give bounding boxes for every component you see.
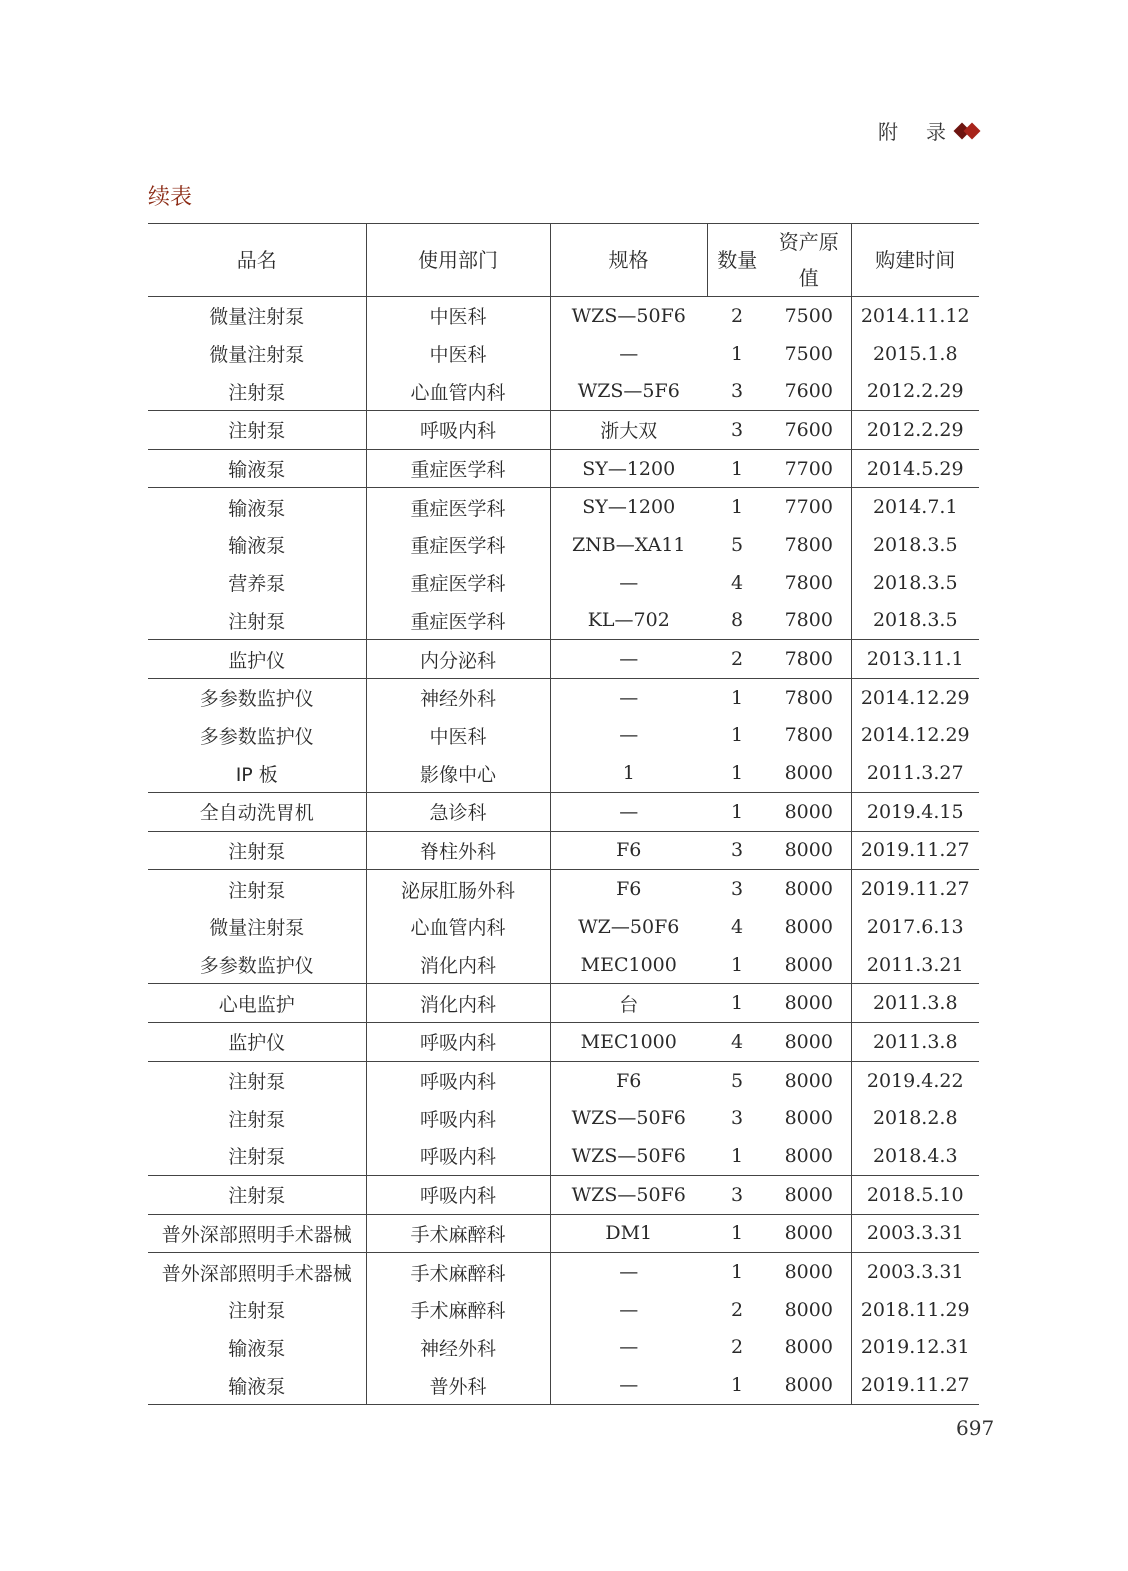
cell-quantity: 3 xyxy=(707,372,767,410)
cell-date: 2018.3.5 xyxy=(851,602,979,640)
cell-department: 心血管内科 xyxy=(366,908,550,946)
cell-name: 注射泵 xyxy=(228,1300,286,1323)
cell-spec: 1 xyxy=(550,754,707,792)
cell-name: 输液泵 xyxy=(228,1337,286,1360)
cell-value: 8000 xyxy=(767,1023,851,1062)
cell-spec: — xyxy=(550,640,707,679)
cell-value: 7500 xyxy=(784,342,833,365)
cell-spec: MEC1000 xyxy=(550,1023,707,1062)
cell-value: 8000 xyxy=(784,1107,833,1130)
cell-spec: 台 xyxy=(550,984,707,1023)
table-row xyxy=(148,1329,979,1367)
cell-quantity: 1 xyxy=(730,496,744,519)
cell-department: 中医科 xyxy=(366,335,550,373)
cell-spec: F6 xyxy=(550,1061,707,1099)
cell-quantity: 4 xyxy=(730,571,744,594)
cell-value: 7800 xyxy=(767,602,851,640)
cell-name: 全自动洗胃机 xyxy=(148,792,366,831)
column-header-department: 使用部门 xyxy=(366,224,550,297)
cell-value: 7800 xyxy=(767,640,851,679)
cell-value: 8000 xyxy=(784,1069,833,1092)
cell-name: 微量注射泵 xyxy=(209,306,305,329)
cell-spec: — xyxy=(550,1366,707,1404)
cell-date: 2012.2.29 xyxy=(851,411,979,450)
cell-name: 注射泵 xyxy=(228,1071,286,1094)
cell-spec: — xyxy=(550,1253,707,1291)
cell-date: 2018.2.8 xyxy=(851,1099,979,1137)
cell-date: 2012.2.29 xyxy=(851,372,979,410)
cell-date: 2011.3.21 xyxy=(851,946,979,984)
table-row xyxy=(148,1253,979,1291)
cell-value: 8000 xyxy=(767,831,851,870)
cell-name: 多参数监护仪 xyxy=(148,946,366,984)
column-header-value xyxy=(767,224,851,297)
cell-spec: SY—1200 xyxy=(550,449,707,488)
cell-value: 7800 xyxy=(784,533,833,556)
cell-spec: WZS—50F6 xyxy=(550,1175,707,1214)
cell-date: 2011.3.27 xyxy=(851,754,979,792)
table-row xyxy=(148,870,979,908)
cell-quantity: 2 xyxy=(730,1298,744,1321)
cell-value: 8000 xyxy=(784,1261,833,1284)
cell-department: 消化内科 xyxy=(366,946,550,984)
cell-value: 7500 xyxy=(784,304,833,327)
cell-name: 微量注射泵 xyxy=(209,344,305,367)
cell-name: 心电监护 xyxy=(148,984,366,1023)
cell-name: 注射泵 xyxy=(228,879,286,902)
cell-spec: WZS—50F6 xyxy=(550,1099,707,1137)
cell-name: 注射泵 xyxy=(148,602,366,640)
cell-date: 2019.4.15 xyxy=(851,792,979,831)
column-header-date: 购建时间 xyxy=(851,224,979,297)
cell-name: 监护仪 xyxy=(148,1023,366,1062)
cell-spec: 浙大双 xyxy=(550,411,707,450)
cell-spec: F6 xyxy=(550,870,707,908)
cell-department: 中医科 xyxy=(366,717,550,755)
table-row xyxy=(148,1366,979,1404)
cell-quantity: 1 xyxy=(707,1214,767,1253)
cell-department: 呼吸内科 xyxy=(366,1137,550,1175)
cell-department: 手术麻醉科 xyxy=(366,1214,550,1253)
cell-value: 8000 xyxy=(784,915,833,938)
cell-spec: WZS—50F6 xyxy=(550,297,707,335)
cell-quantity: 2 xyxy=(730,1336,744,1359)
cell-name: 输液泵 xyxy=(148,1366,366,1404)
cell-department: 消化内科 xyxy=(366,984,550,1023)
cell-quantity: 5 xyxy=(730,1069,744,1092)
cell-name: 注射泵 xyxy=(148,831,366,870)
table-row xyxy=(148,411,979,450)
table-row xyxy=(148,908,979,946)
cell-spec: ZNB—XA11 xyxy=(550,526,707,564)
cell-quantity: 3 xyxy=(730,878,744,901)
cell-value: 8000 xyxy=(784,878,833,901)
cell-value: 7600 xyxy=(767,372,851,410)
cell-quantity: 1 xyxy=(707,449,767,488)
cell-department: 中医科 xyxy=(366,297,550,335)
cell-spec: — xyxy=(550,678,707,716)
equipment-table xyxy=(148,223,979,1405)
table-row xyxy=(148,640,979,679)
table-row xyxy=(148,831,979,870)
cell-quantity: 3 xyxy=(707,1175,767,1214)
cell-department: 重症医学科 xyxy=(366,602,550,640)
cell-quantity: 3 xyxy=(730,1107,744,1130)
cell-date: 2018.4.3 xyxy=(851,1137,979,1175)
table-row xyxy=(148,372,979,410)
cell-name: 多参数监护仪 xyxy=(199,725,314,748)
cell-value: 8000 xyxy=(767,1175,851,1214)
cell-date: 2014.12.29 xyxy=(851,717,979,755)
cell-date: 2011.3.8 xyxy=(851,1023,979,1062)
cell-date: 2013.11.1 xyxy=(851,640,979,679)
cell-department: 重症医学科 xyxy=(366,564,550,602)
cell-quantity: 1 xyxy=(730,1261,744,1284)
cell-date: 2018.5.10 xyxy=(851,1175,979,1214)
cell-spec: WZS—50F6 xyxy=(550,1137,707,1175)
cell-quantity: 1 xyxy=(707,946,767,984)
table-continued-title: 续表 xyxy=(148,185,193,210)
cell-name: 普外深部照明手术器械 xyxy=(161,1262,352,1285)
cell-department: 普外科 xyxy=(366,1366,550,1404)
table-row xyxy=(148,526,979,564)
cell-value: 8000 xyxy=(767,792,851,831)
table-row xyxy=(148,1175,979,1214)
cell-quantity: 8 xyxy=(707,602,767,640)
cell-quantity: 3 xyxy=(707,411,767,450)
cell-department: 神经外科 xyxy=(366,678,550,716)
cell-date: 2019.11.27 xyxy=(851,1366,979,1404)
cell-department: 重症医学科 xyxy=(366,488,550,526)
cell-quantity: 1 xyxy=(730,724,744,747)
cell-quantity: 1 xyxy=(730,342,744,365)
cell-quantity: 1 xyxy=(707,754,767,792)
table-row xyxy=(148,1099,979,1137)
running-header xyxy=(878,116,982,145)
cell-quantity: 3 xyxy=(707,831,767,870)
cell-value: 7800 xyxy=(784,686,833,709)
cell-spec: WZ—50F6 xyxy=(550,908,707,946)
table-row xyxy=(148,792,979,831)
cell-spec: WZS—5F6 xyxy=(550,372,707,410)
cell-date: 2019.4.22 xyxy=(851,1061,979,1099)
table-row xyxy=(148,449,979,488)
cell-quantity: 4 xyxy=(707,1023,767,1062)
cell-department: 重症医学科 xyxy=(366,526,550,564)
table-row xyxy=(148,1291,979,1329)
cell-department: 呼吸内科 xyxy=(366,1023,550,1062)
cell-department: 心血管内科 xyxy=(366,372,550,410)
header-section-label: 附 录 xyxy=(878,120,950,144)
column-header-name: 品名 xyxy=(148,224,366,297)
table-row xyxy=(148,1137,979,1175)
cell-value: 8000 xyxy=(767,946,851,984)
cell-spec: DM1 xyxy=(550,1214,707,1253)
cell-value: 8000 xyxy=(767,984,851,1023)
cell-department: 神经外科 xyxy=(366,1329,550,1367)
table-row xyxy=(148,1023,979,1062)
cell-value: 8000 xyxy=(767,1214,851,1253)
cell-date: 2018.3.5 xyxy=(851,526,979,564)
cell-value: 8000 xyxy=(767,1137,851,1175)
cell-value: 8000 xyxy=(784,1298,833,1321)
cell-spec: — xyxy=(550,717,707,755)
cell-name: 监护仪 xyxy=(148,640,366,679)
cell-spec: F6 xyxy=(550,831,707,870)
cell-value: 7700 xyxy=(767,449,851,488)
cell-quantity: 1 xyxy=(707,792,767,831)
cell-date: 2011.3.8 xyxy=(851,984,979,1023)
cell-date: 2019.11.27 xyxy=(851,831,979,870)
cell-name: 注射泵 xyxy=(148,372,366,410)
cell-name: 营养泵 xyxy=(228,573,286,596)
cell-name: 注射泵 xyxy=(148,1175,366,1214)
cell-quantity: 1 xyxy=(707,984,767,1023)
table-row xyxy=(148,678,979,716)
cell-spec: — xyxy=(550,564,707,602)
cell-date: 2019.11.27 xyxy=(851,870,979,908)
cell-name: 输液泵 xyxy=(148,449,366,488)
cell-department: 呼吸内科 xyxy=(366,1175,550,1214)
table-row xyxy=(148,564,979,602)
column-header-quantity: 数量 xyxy=(707,224,767,297)
cell-date: 2003.3.31 xyxy=(851,1253,979,1291)
cell-name: 多参数监护仪 xyxy=(199,688,314,711)
cell-name: 输液泵 xyxy=(228,535,286,558)
cell-department: 急诊科 xyxy=(366,792,550,831)
cell-date: 2018.3.5 xyxy=(851,564,979,602)
cell-department: 泌尿肛肠外科 xyxy=(366,870,550,908)
cell-name: 注射泵 xyxy=(148,411,366,450)
cell-date: 2019.12.31 xyxy=(851,1329,979,1367)
table-row xyxy=(148,984,979,1023)
cell-value: 8000 xyxy=(767,754,851,792)
cell-date: 2017.6.13 xyxy=(851,908,979,946)
cell-date: 2003.3.31 xyxy=(851,1214,979,1253)
cell-spec: — xyxy=(550,335,707,373)
cell-name: 注射泵 xyxy=(148,1137,366,1175)
table-row xyxy=(148,297,979,335)
cell-quantity: 1 xyxy=(730,686,744,709)
cell-department: 呼吸内科 xyxy=(366,1099,550,1137)
table-row xyxy=(148,488,979,526)
cell-quantity: 2 xyxy=(730,304,744,327)
cell-name: 微量注射泵 xyxy=(209,917,305,940)
cell-quantity: 5 xyxy=(730,533,744,556)
cell-name: IP 板 xyxy=(148,754,366,792)
cell-spec: — xyxy=(550,792,707,831)
cell-date: 2014.7.1 xyxy=(851,488,979,526)
cell-value: 7800 xyxy=(784,724,833,747)
cell-department: 内分泌科 xyxy=(366,640,550,679)
cell-value: 7700 xyxy=(784,496,833,519)
table-row xyxy=(148,946,979,984)
table-row xyxy=(148,602,979,640)
diamond-ornament-icon xyxy=(956,123,982,139)
cell-date: 2018.11.29 xyxy=(851,1291,979,1329)
cell-value: 7600 xyxy=(767,411,851,450)
table-row xyxy=(148,754,979,792)
cell-spec: — xyxy=(550,1329,707,1367)
table-row xyxy=(148,717,979,755)
cell-value: 8000 xyxy=(784,1336,833,1359)
cell-department: 手术麻醉科 xyxy=(366,1253,550,1291)
cell-spec: KL—702 xyxy=(550,602,707,640)
cell-date: 2014.5.29 xyxy=(851,449,979,488)
cell-quantity: 1 xyxy=(707,1137,767,1175)
table-row xyxy=(148,1061,979,1099)
cell-value: 7800 xyxy=(784,571,833,594)
cell-department: 影像中心 xyxy=(366,754,550,792)
cell-department: 呼吸内科 xyxy=(366,1061,550,1099)
column-header-spec: 规格 xyxy=(550,224,707,297)
cell-name: 输液泵 xyxy=(228,497,286,520)
cell-date: 2014.11.12 xyxy=(851,297,979,335)
cell-spec: SY—1200 xyxy=(550,488,707,526)
cell-department: 重症医学科 xyxy=(366,449,550,488)
cell-spec: — xyxy=(550,1291,707,1329)
cell-spec: MEC1000 xyxy=(550,946,707,984)
cell-name: 注射泵 xyxy=(228,1108,286,1131)
cell-value: 8000 xyxy=(767,1366,851,1404)
value-header-text: 资产原值 xyxy=(778,230,839,290)
table-row xyxy=(148,1214,979,1253)
cell-department: 脊柱外科 xyxy=(366,831,550,870)
cell-quantity: 1 xyxy=(707,1366,767,1404)
cell-quantity: 4 xyxy=(730,915,744,938)
cell-department: 手术麻醉科 xyxy=(366,1291,550,1329)
cell-department: 呼吸内科 xyxy=(366,411,550,450)
page-number: 697 xyxy=(956,1416,995,1440)
cell-quantity: 2 xyxy=(707,640,767,679)
table-header-row xyxy=(148,224,979,297)
cell-name: 普外深部照明手术器械 xyxy=(148,1214,366,1253)
table-row xyxy=(148,335,979,373)
cell-date: 2014.12.29 xyxy=(851,678,979,716)
cell-date: 2015.1.8 xyxy=(851,335,979,373)
